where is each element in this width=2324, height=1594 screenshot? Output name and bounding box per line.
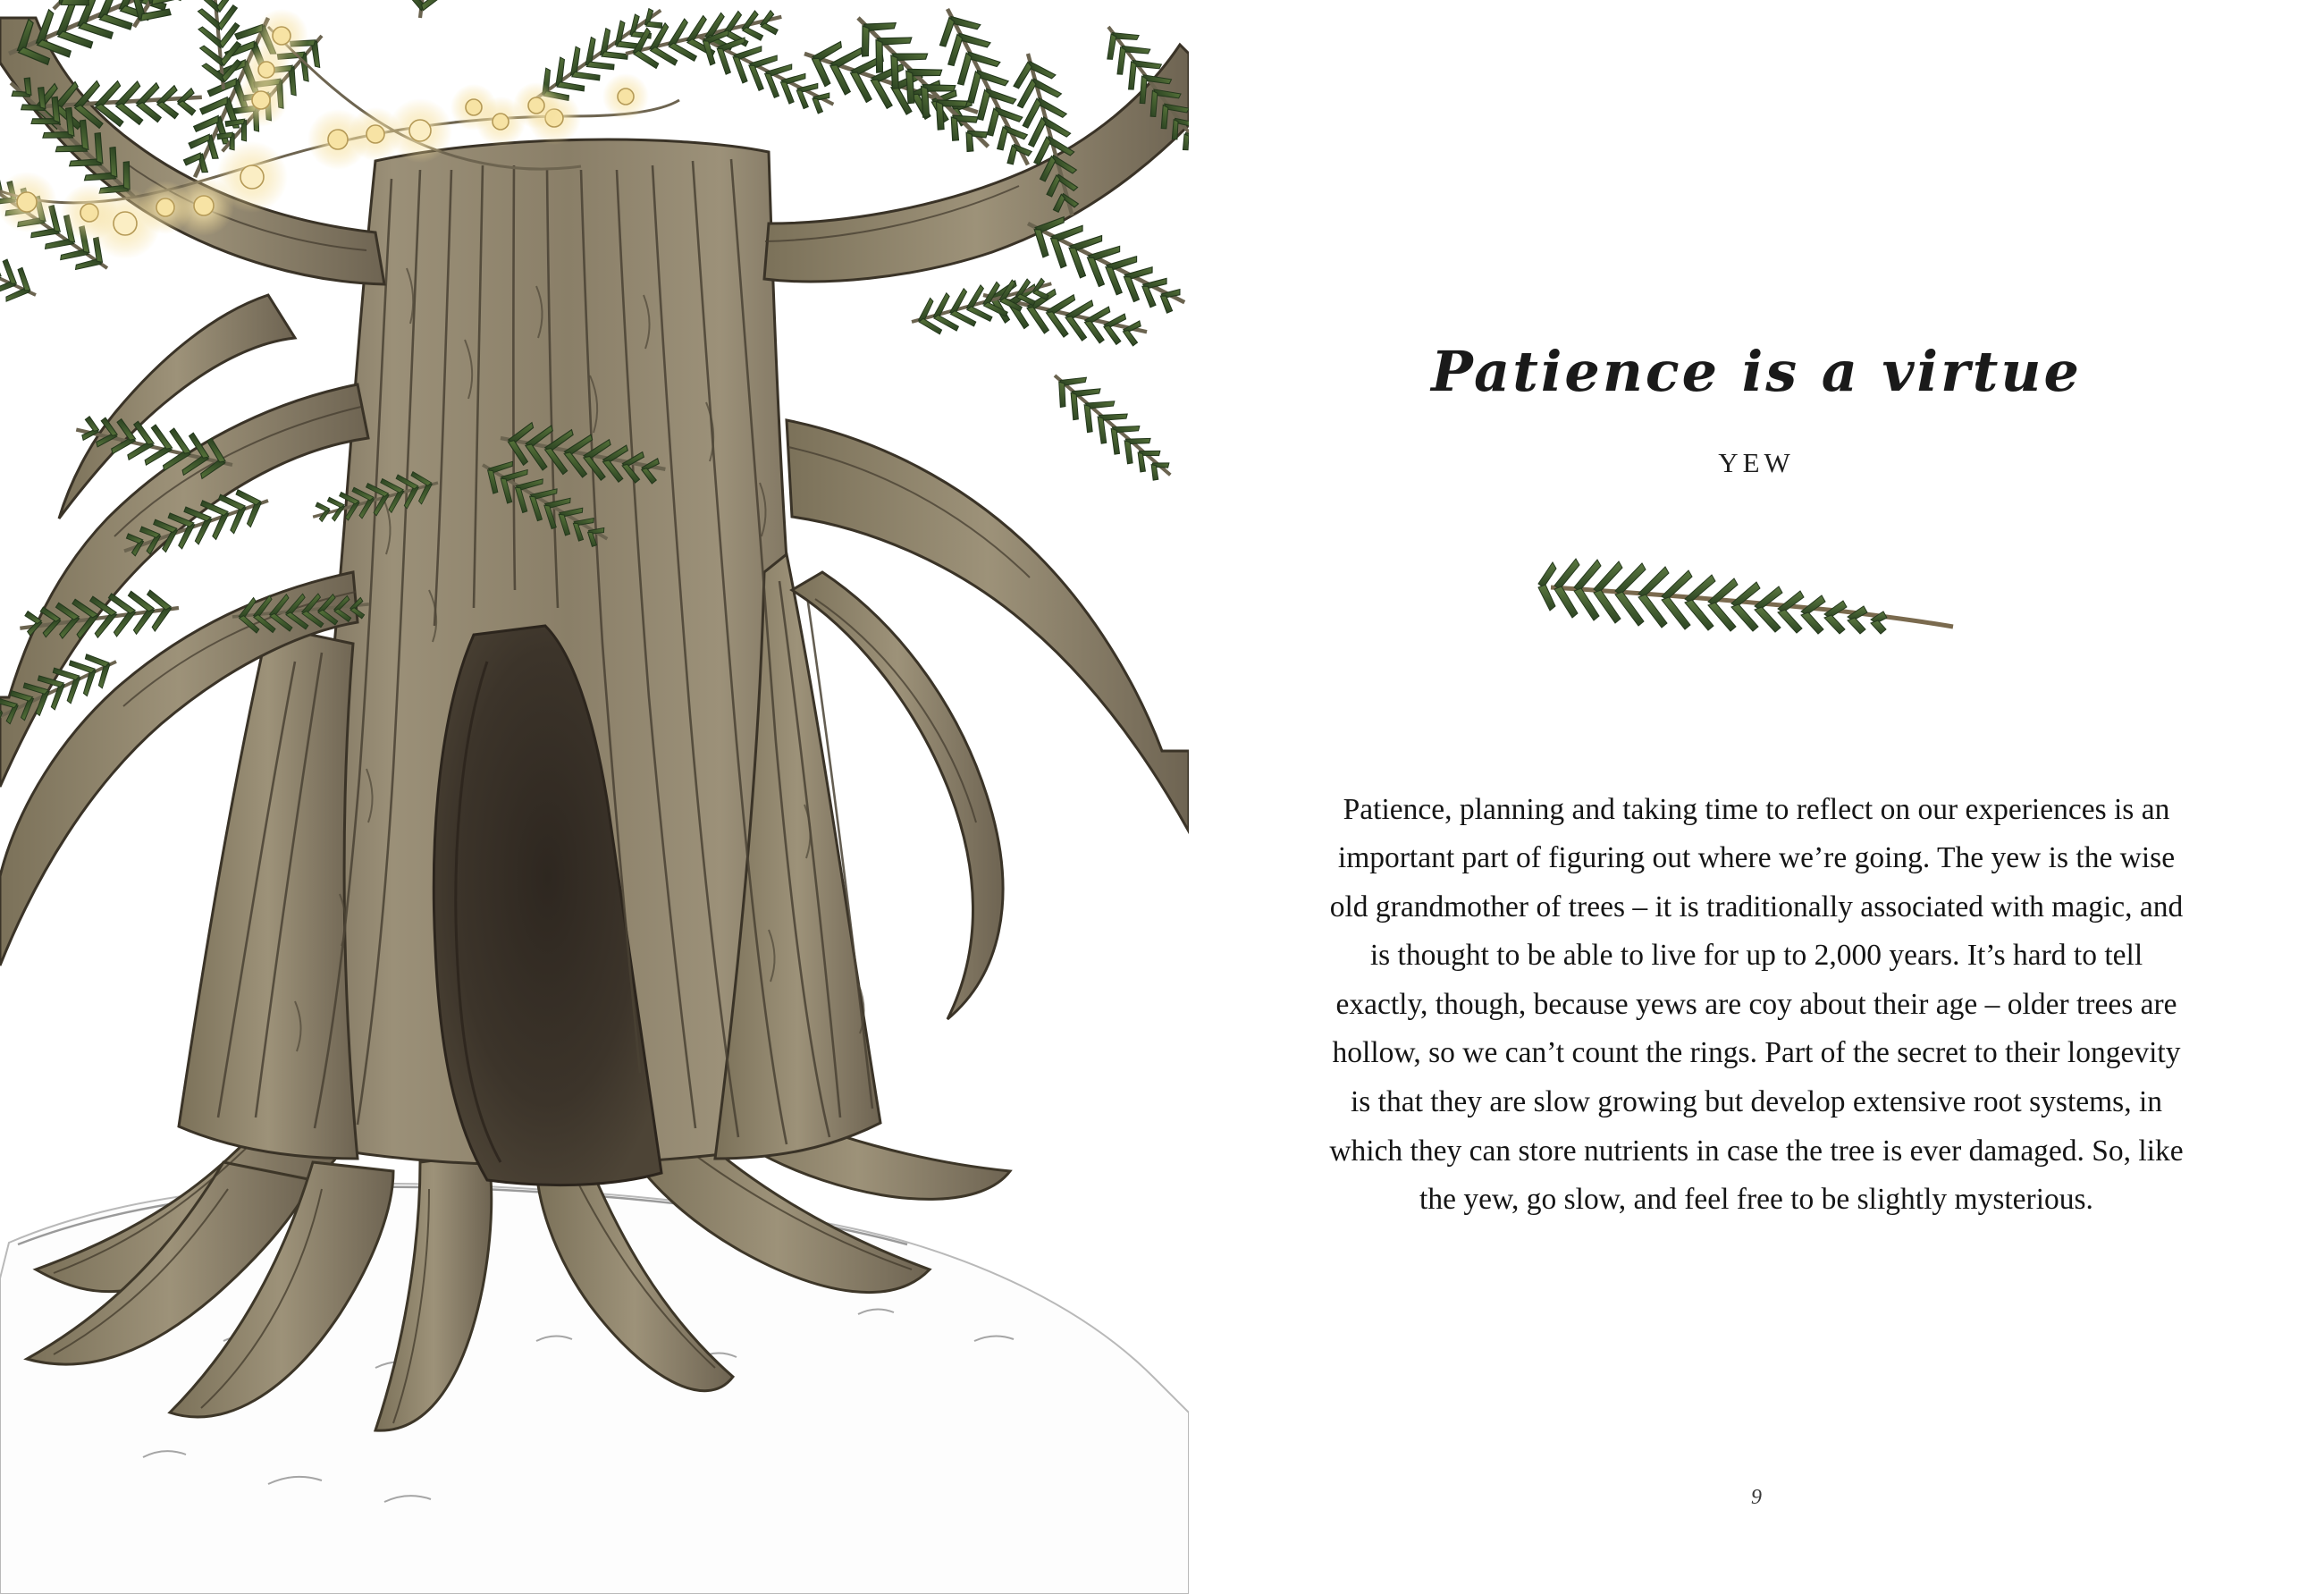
page-title: Patience is a virtue [1431, 338, 2082, 404]
yew-sprig-icon [1189, 536, 2324, 679]
right-page-text-panel [1189, 0, 2324, 1594]
body-paragraph: Patience, planning and taking time to reflect on our experiences is an important part of figuring out where we’re going. The yew is the wise old grandmother of trees – it is traditionally associated with magic, and is thought to be able to live for up to 2,000 years. It’s hard to tell exactly, though, because yews are coy about their age – older trees are hollow, so we can’t count the rings. Part of the secret to their longevity is that they are slow growing but develop extensive root systems, in which they can store nutrients in case the tree is ever damaged. So, like the yew, go slow, and feel free to be slightly mysterious. [1329, 792, 2184, 1217]
chapter-subtitle: YEW [1718, 447, 1795, 478]
page-number: 9 [1751, 1486, 1762, 1509]
